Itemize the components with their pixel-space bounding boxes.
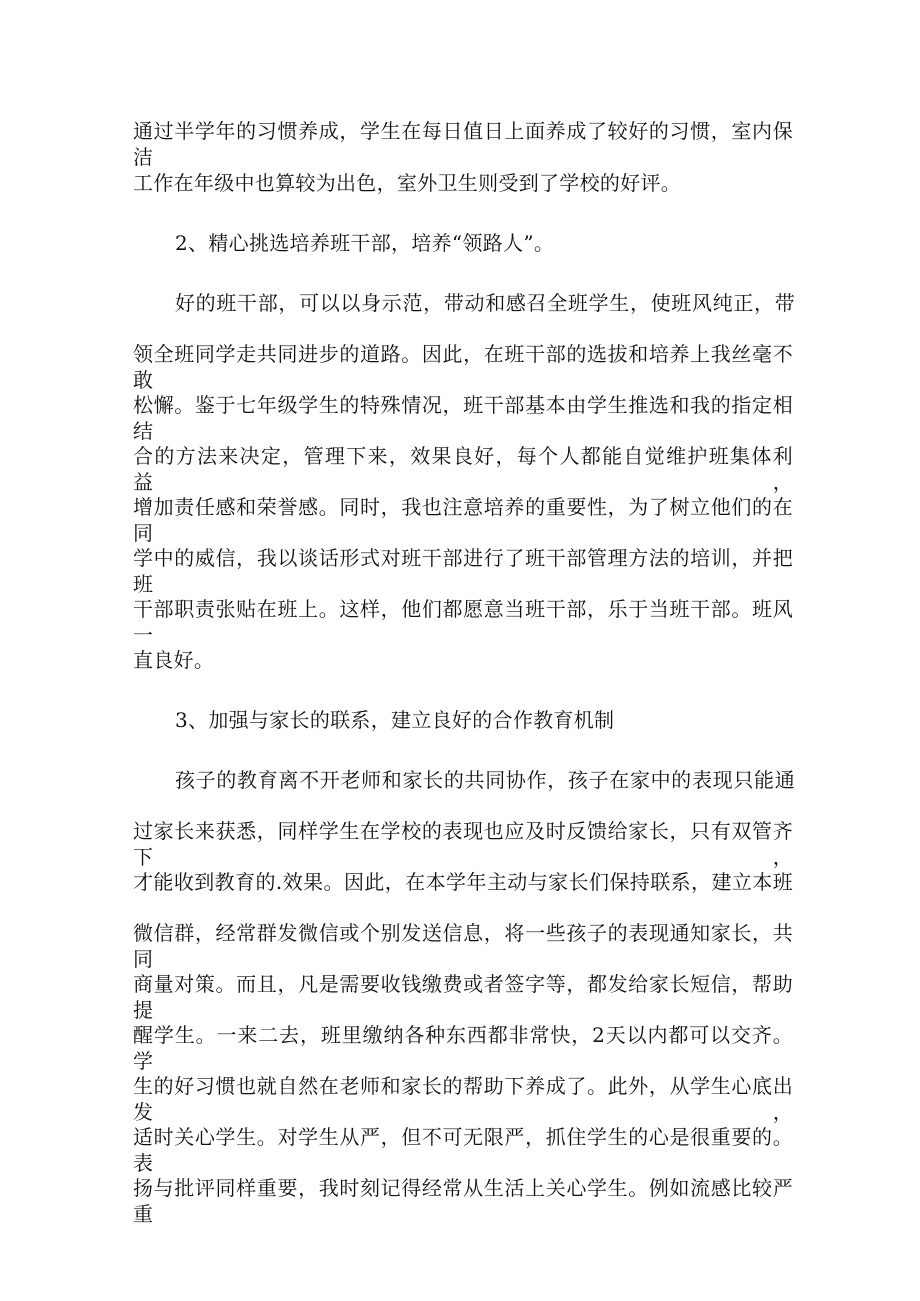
paragraph-line: 直良好。 [133,648,215,672]
paragraph-line: 适时关心学生。对学生从严，但不可无限严，抓住学生的心是很重要的。表 [133,1125,793,1175]
paragraph-line: 好的班干部，可以以身示范，带动和感召全班学生，使班风纯正，带 [175,291,795,315]
paragraph-line: 增加责任感和荣誉感。同时，我也注意培养的重要性，为了树立他们的在同 [133,495,793,545]
section-heading: 3、加强与家长的联系，建立良好的合作教育机制 [175,708,615,732]
paragraph-line: 扬与批评同样重要，我时刻记得经常从生活上关心学生。例如流感比较严重 [133,1176,793,1226]
paragraph-line: 才能收到教育的.效果。因此，在本学年主动与家长们保持联系，建立本班 [133,870,793,894]
paragraph-line: 微信群，经常群发微信或个别发送信息，将一些孩子的表现通知家长，共同 [133,921,793,971]
paragraph-line: 醒学生。一来二去，班里缴纳各种东西都非常快，2天以内都可以交齐。学 [133,1023,793,1073]
paragraph-line: 领全班同学走共同进步的道路。因此，在班干部的选拔和培养上我丝毫不敢 [133,342,793,392]
paragraph-line: 商量对策。而且，凡是需要收钱缴费或者签字等，都发给家长短信，帮助提 [133,972,793,1022]
paragraph-line: 工作在年级中也算较为出色，室外卫生则受到了学校的好评。 [133,171,682,195]
paragraph-line: 过家长来获悉，同样学生在学校的表现也应及时反馈给家长，只有双管齐下， [133,819,793,869]
paragraph-line: 通过半学年的习惯养成，学生在每日值日上面养成了较好的习惯，室内保洁 [133,119,793,169]
paragraph-line: 干部职责张贴在班上。这样，他们都愿意当班干部，乐于当班干部。班风一 [133,597,793,647]
paragraph-line: 学中的威信，我以谈话形式对班干部进行了班干部管理方法的培训，并把班 [133,546,793,596]
paragraph-line: 生的好习惯也就自然在老师和家长的帮助下养成了。此外，从学生心底出发， [133,1074,793,1124]
section-heading: 2、精心挑选培养班干部，培养“领路人”。 [175,231,555,255]
paragraph-line: 孩子的教育离不开老师和家长的共同协作，孩子在家中的表现只能通 [175,768,795,792]
paragraph-line: 松懈。鉴于七年级学生的特殊情况，班干部基本由学生推选和我的指定相结 [133,393,793,443]
paragraph-line: 合的方法来决定，管理下来，效果良好，每个人都能自觉维护班集体利益， [133,444,793,494]
